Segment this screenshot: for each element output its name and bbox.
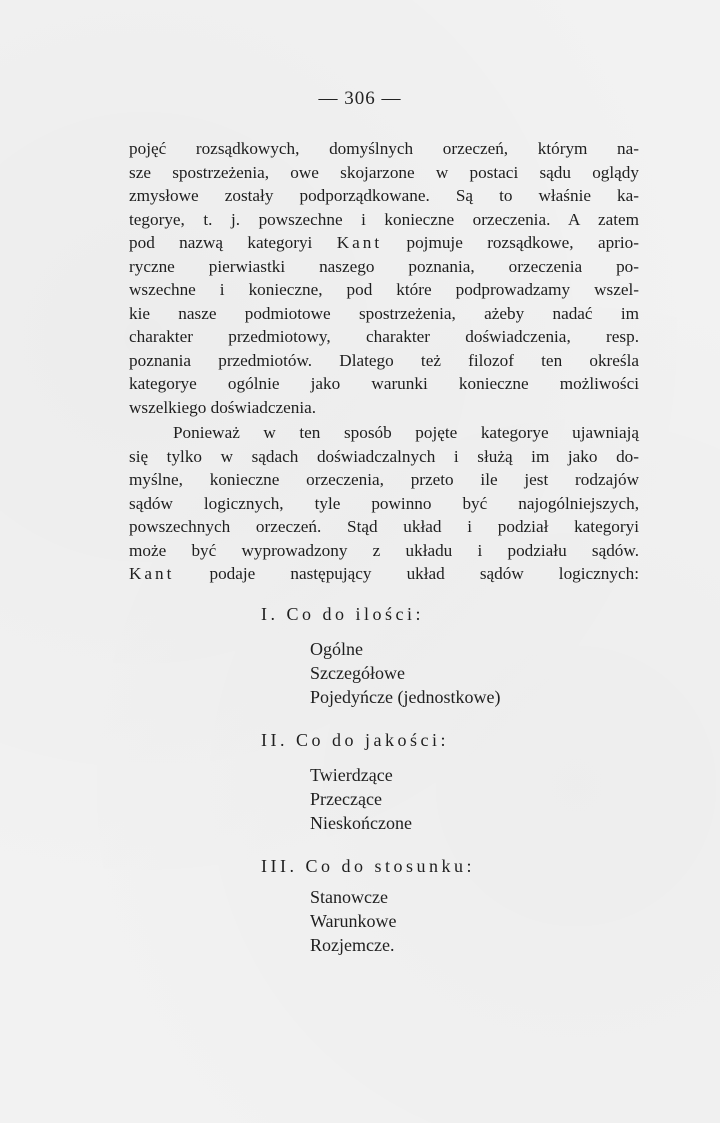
paragraph-2 (129, 421, 639, 586)
text-line: wszelkiego doświadczenia. (129, 397, 317, 417)
text-line: sze spostrzeżenia, owe skojarzone w postaci sądu oglądy (129, 162, 639, 182)
text-line: Kant podaje następujący układ sądów logicznych: (129, 564, 639, 583)
text-line: kie nasze podmiotowe spostrzeżenia, ażeby nadać im (129, 303, 639, 323)
category-item: Ogólne (310, 639, 363, 659)
text-line: wszechne i konieczne, pod które podprowadzamy wszel- (129, 280, 639, 299)
text-line: może być wyprowadzony z układu i podziału sądów. (129, 540, 639, 560)
text-line: zmysłowe zostały podporządkowane. Są to właśnie ka- (129, 186, 639, 205)
text-line: myślne, konieczne orzeczenia, przeto ile jest rodzajów (129, 470, 639, 489)
text-line: poznania przedmiotów. Dlatego też filozof ten określa (129, 350, 639, 370)
category-item: Pojedyńcze (jednostkowe) (310, 687, 501, 707)
category-heading: I. Co do ilości: (261, 604, 424, 624)
text-line: sądów logicznych, tyle powinno być najogólniejszych, (129, 493, 639, 513)
category-item: Przeczące (310, 789, 382, 809)
category-item: Rozjemcze. (310, 935, 395, 955)
page-number: — 306 — (318, 88, 402, 109)
paragraph-1 (129, 137, 639, 419)
text-line: ryczne pierwiastki naszego poznania, orzeczenia po- (129, 256, 639, 276)
category-item: Warunkowe (310, 911, 397, 931)
spaced-name: Kant (336, 233, 383, 252)
text-line: charakter przedmiotowy, charakter doświadczenia, resp. (129, 327, 639, 346)
category-heading: III. Co do stosunku: (261, 856, 475, 876)
category-item: Twierdzące (310, 765, 393, 785)
spaced-name: Kant (129, 564, 175, 583)
text-line: Ponieważ w ten sposób pojęte kategorye ujawniają (173, 423, 639, 442)
category-item: Nieskończone (310, 813, 412, 833)
text-line: powszechnych orzeczeń. Stąd układ i podział kategoryi (129, 517, 639, 536)
text-line: kategorye ogólnie jako warunki konieczne możliwości (129, 374, 639, 393)
text-line: pojęć rozsądkowych, domyślnych orzeczeń, którym na- (129, 139, 639, 158)
category-item: Szczegółowe (310, 663, 405, 683)
text-line: pod nazwą kategoryi Kant pojmuje rozsądkowe, aprio- (129, 233, 639, 252)
text-line: się tylko w sądach doświadczalnych i służą im jako do- (129, 446, 639, 466)
category-item: Stanowcze (310, 887, 388, 907)
category-heading: II. Co do jakości: (261, 730, 449, 750)
text-line: tegorye, t. j. powszechne i konieczne orzeczenia. A zatem (129, 209, 639, 229)
